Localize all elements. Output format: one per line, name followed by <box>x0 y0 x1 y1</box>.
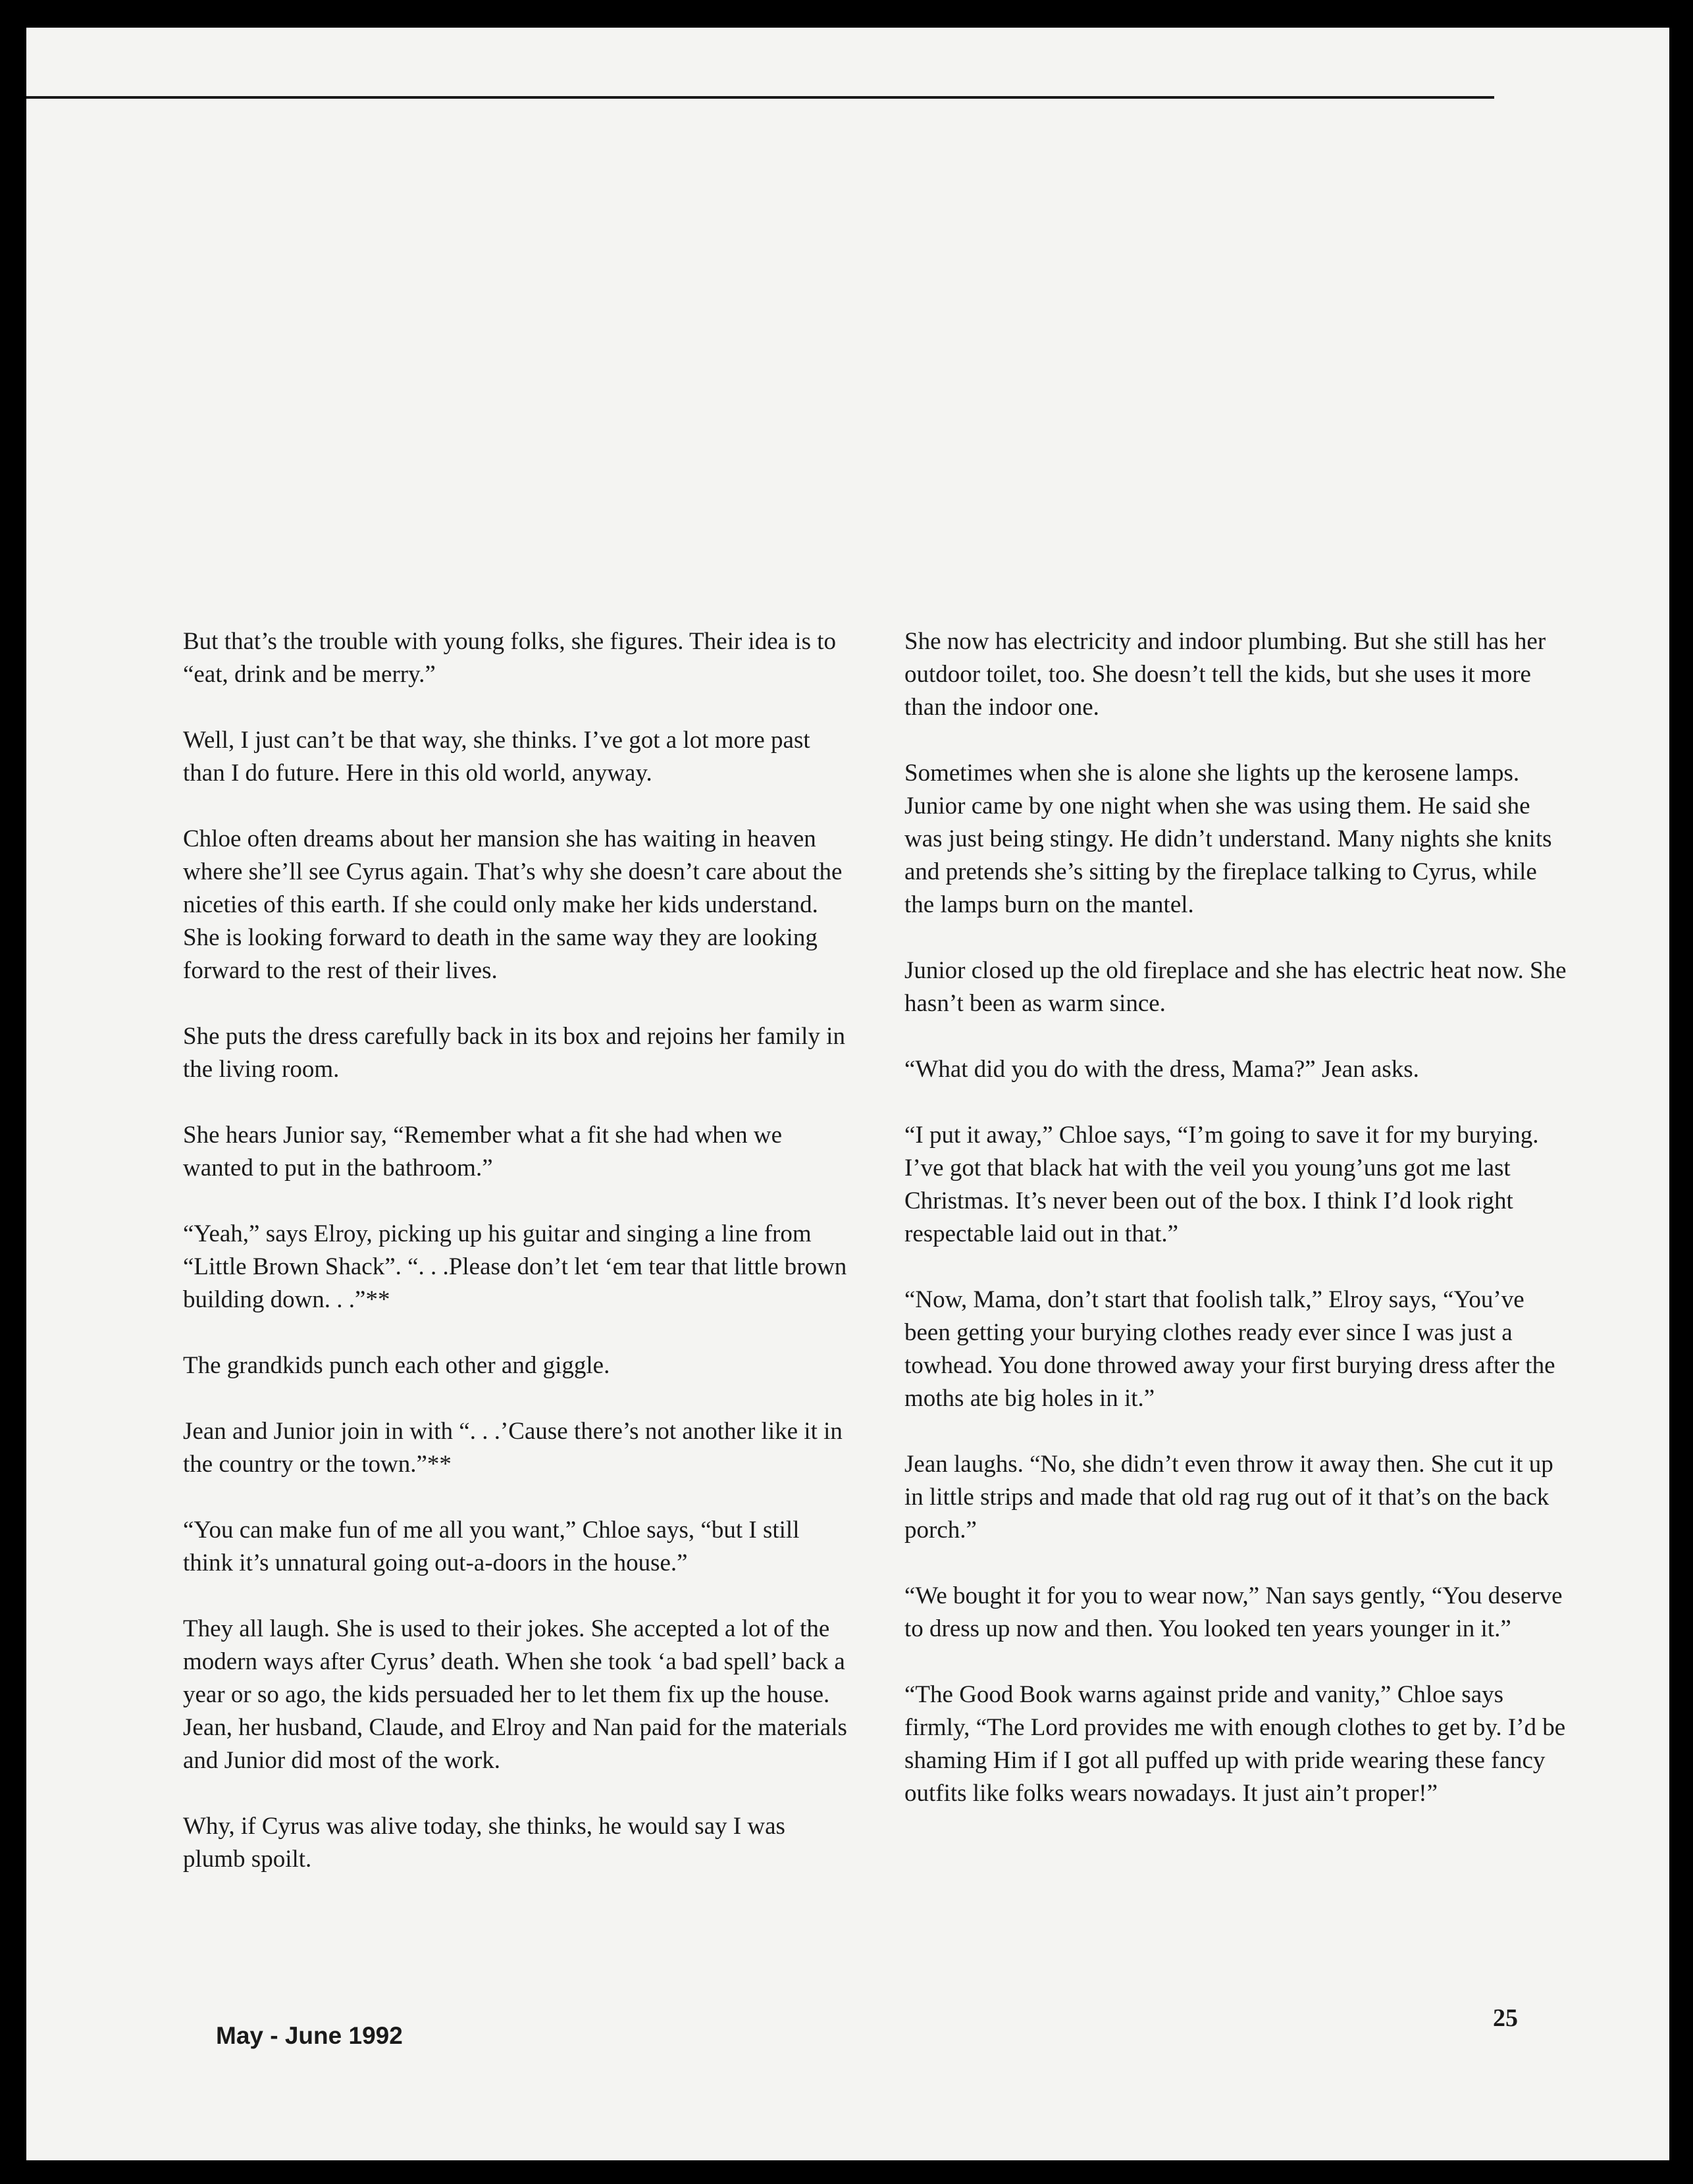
paragraph: Jean and Junior join in with “. . .’Cause there’s not another like it in the country or the town.”** <box>183 1418 843 1478</box>
left-text-column <box>183 625 848 1909</box>
paragraph: “You can make fun of me all you want,” Chloe says, “but I still think it’s unnatural going out-a-doors in the house.” <box>183 1517 800 1576</box>
paragraph: Well, I just can’t be that way, she thinks. I’ve got a lot more past than I do future. Here in this old world, anyway. <box>183 727 810 787</box>
paragraph: She puts the dress carefully back in its box and rejoins her family in the living room. <box>183 1023 845 1083</box>
right-text-column <box>904 625 1569 1843</box>
paragraph: Junior closed up the old fireplace and she has electric heat now. She hasn’t been as warm since. <box>904 957 1567 1017</box>
paragraph: Why, if Cyrus was alive today, she thinks, he would say I was plumb spoilt. <box>183 1813 785 1873</box>
paragraph: They all laugh. She is used to their jokes. She accepted a lot of the modern ways after Cyrus’ death. When she took ‘a bad spell’ back a year or so ago, the kids persuaded her to let them fix up the house. Jean, her husband, Claude, and Elroy and Nan paid for the materials and Junior did most of the work. <box>183 1615 847 1774</box>
paragraph: Sometimes when she is alone she lights up the kerosene lamps. Junior came by one night when she was using them. He said she was just being stingy. He didn’t understand. Many nights she knits and pretends she’s sitting by the fireplace talking to Cyrus, while the lamps burn on the mantel. <box>904 760 1552 918</box>
paragraph: Chloe often dreams about her mansion she has waiting in heaven where she’ll see Cyrus again. That’s why she doesn’t care about the niceties of this earth. If she could only make her kids understand. She is looking forward to death in the same way they are looking forward to the rest of their lives. <box>183 825 843 984</box>
paragraph: “Yeah,” says Elroy, picking up his guitar and singing a line from “Little Brown Shack”. “. . .Please don’t let ‘em tear that little brown building down. . .”** <box>183 1220 847 1313</box>
paragraph: She hears Junior say, “Remember what a fit she had when we wanted to put in the bathroom.” <box>183 1122 782 1182</box>
magazine-page <box>26 28 1669 2160</box>
paragraph: “What did you do with the dress, Mama?” Jean asks. <box>904 1056 1419 1083</box>
paragraph: The grandkids punch each other and giggle. <box>183 1352 610 1379</box>
page-number: 25 <box>1493 2004 1518 2032</box>
paragraph: But that’s the trouble with young folks, she figures. Their idea is to “eat, drink and be merry.” <box>183 628 837 688</box>
paragraph: “We bought it for you to wear now,” Nan says gently, “You deserve to dress up now and then. You looked ten years younger in it.” <box>904 1582 1563 1642</box>
paragraph: “I put it away,” Chloe says, “I’m going to save it for my burying. I’ve got that black hat with the veil you young’uns got me last Christmas. It’s never been out of the box. I think I’d look right respectable laid out in that.” <box>904 1122 1539 1247</box>
paragraph: She now has electricity and indoor plumbing. But she still has her outdoor toilet, too. She doesn’t tell the kids, but she uses it more than the indoor one. <box>904 628 1546 721</box>
paragraph: Jean laughs. “No, she didn’t even throw it away then. She cut it up in little strips and made that old rag rug out of it that’s on the back porch.” <box>904 1451 1553 1544</box>
paragraph: “The Good Book warns against pride and vanity,” Chloe says firmly, “The Lord provides me with enough clothes to get by. I’d be shaming Him if I got all puffed up with pride wearing these fancy outfits like folks wears nowadays. It just ain’t proper!” <box>904 1681 1566 1807</box>
header-rule <box>26 96 1494 99</box>
issue-date: May - June 1992 <box>216 2022 403 2049</box>
paragraph: “Now, Mama, don’t start that foolish talk,” Elroy says, “You’ve been getting your burying clothes ready ever since I was just a towhead. You done throwed away your first burying dress after the moths ate big holes in it.” <box>904 1286 1555 1412</box>
